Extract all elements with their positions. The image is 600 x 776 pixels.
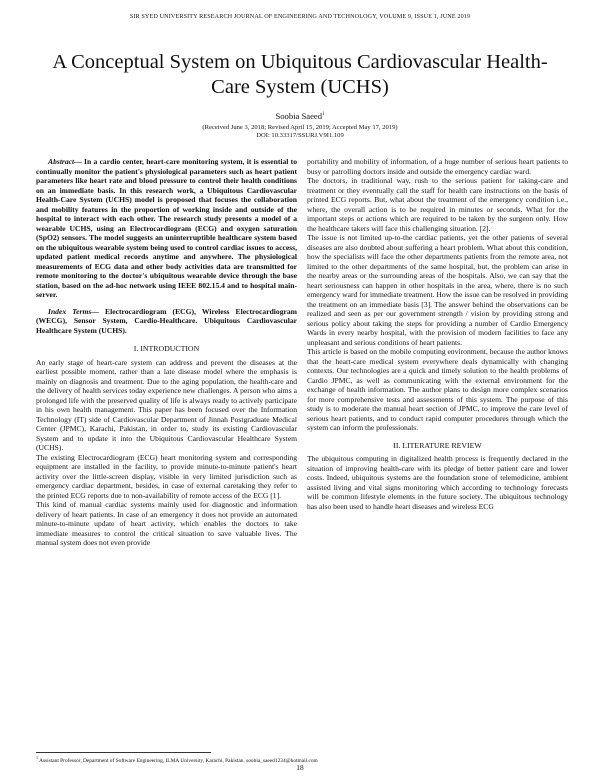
page-number: 18: [296, 763, 304, 772]
paragraph: portability and mobility of information, of a huge number of serious heart patients to busy or patrolling doctors inside and outside the emergency cardiac ward.: [307, 157, 568, 176]
footnote-divider: [36, 752, 211, 753]
index-terms-text: Electrocardiogram (ECG), Wireless Electrocardiogram (WECG), Sensor System, Cardio-Healthcare. Ubiquitous Cardiovascular Healthcare System (UCHS).: [36, 306, 297, 335]
right-column: [307, 157, 568, 511]
abstract-label: Abstract—: [48, 157, 82, 166]
paragraph: This article is based on the mobile computing environment, because the author knows that the heart-care medical system everywhere deals dynamically with changing contexts. Our technologies are a quick and timely solution to the health problems of Cardio JPMC, as well as communicating with the external environment for the exchange of health information. The author plans to design more complex scenarios for more comprehensive tests and assessments of this system. The purpose of this study is to moderate the manual heart section of JPMC, to improve the care level of serious heart patients, and to conduct rapid computer procedures through which the system can inform the professionals.: [307, 347, 568, 432]
index-terms-label: Index Terms—: [48, 306, 99, 316]
abstract: [36, 157, 297, 300]
author-footnote-marker: 1: [322, 112, 325, 118]
index-terms: [36, 307, 297, 336]
footnote-marker: 1: [36, 755, 38, 760]
left-column: [36, 157, 297, 548]
footnote-text: Assistant Professor, Department of Software Engineering, ILMA University, Karachi, Pakistan. soobia_saeed1234@hotmail.com: [39, 757, 318, 764]
paragraph: This kind of manual cardiac systems mainly used for diagnostic and information delivery of heart patients. In case of an emergency it does not provide an automated minute-to-minute update of heart activity, which enables the doctors to take immediate measures to control the critical situation to save valuable lives. The manual system does not even provide: [36, 500, 297, 547]
paper-title: A Conceptual System on Ubiquitous Cardiovascular Health-Care System (UCHS): [52, 51, 548, 98]
paragraph: The ubiquitous computing in digitalized health process is frequently declared in the situation of improving health-care with its pledge of better patient care and lower costs. Indeed, ubiquitous systems are the foundation stone of telemedicine, ambient assisted living and vital signs monitoring which according to technology forecasts will be common lifestyle elements in the future society. The ubiquitous technology has also been used to handle heart diseases and wireless ECG: [307, 454, 568, 511]
received-dates: (Received June 3, 2018; Revised April 15, 2019; Accepted May 17, 2019): [202, 124, 398, 131]
article-meta: [0, 124, 600, 141]
doi: DOI: 10.33317/SSURJ.V9I1.109: [256, 132, 344, 140]
paragraph: The existing Electrocardiogram (ECG) heart monitoring system and corresponding equipment are installed in the facility, to provide minute-to-minute patient's heart activity over the little-screen display, visible in very limited jurisdiction such as emergency cardiac department, besides, in case of external caretaking they refer to the printed ECG reports due to non-availability of remote access of the ECG [1].: [36, 452, 297, 500]
author-name: Soobia Saeed: [275, 111, 323, 121]
section-heading-literature-review: II. LITERATURE REVIEW: [393, 440, 482, 450]
paragraph: The doctors, in traditional way, rush to the serious patient for taking-care and treatment or they eventually call the staff for health care instructions on the basis of printed ECG reports. But, what about the treatment of the emergency condition i.e., where, the overall action is to be required in minutes or seconds. What for the important steps or actions which are required to be taken by the surgeon only. How the healthcare takers will face this challenging situation. [2].: [307, 176, 568, 233]
abstract-text: In a cardio center, heart-care monitoring system, it is essential to continually monitor the patient's physiological parameters such as heart patient parameters like heart rate and blood pressure to control their health conditions on an immediate basis. In this research work, a Ubiquitous Cardiovascular Health-Care System (UCHS) model is proposed that focuses the collaboration and mobility features in the proportion of working inside and outside of the hospital to interact with each other. The research study presents a model of a wearable UCHS, using an Electrocardiogram (ECG) and oxygen saturation (SpO2) sensors. The model suggests an uninterruptible healthcare system based on the ubiquitous wearable system being used to control cardiac issues to access, updated patient medical records anytime and anywhere. The physiological measurements of ECG data and other body activities data are transmitted for remote monitoring to the doctor's ubiquitous wearable device through the base station, based on the ad-hoc network using IEEE 802.15.4 and to hospital main-server.: [36, 157, 297, 299]
paragraph: An early stage of heart-care system can address and prevent the diseases at the earliest possible moment, rather than a late disease model where the emphasis is mainly on diagnosis and treatment. Due to the aging population, the health-care and the delivery of health services today experience new challenges. A person who aims a prolonged life with the preserved quality of life is always ready to actively participate in his own health management. This paper has been focused over the Information Technology (IT) side of Cardiovascular Department of Jinnah Postgraduate Medical Center (JPMC), Karachi, Pakistan, in order to, study its existing Cardiovascular System and to update it into the Ubiquitous Cardiovascular Healthcare System (UCHS).: [36, 357, 297, 452]
running-header: SIR SYED UNIVERSITY RESEARCH JOURNAL OF ENGINEERING AND TECHNOLOGY, VOLUME 9, ISSUE 1, JUNE 2019: [129, 13, 471, 20]
author-line: [0, 111, 600, 121]
section-heading-introduction: I. INTRODUCTION: [133, 344, 200, 353]
paragraph: The issue is not limited up-to-the cardiac patients, yet the other patients of several diseases are also doubted about suffering a heart problem. What about this condition, how the specialists will face the other departments patients from the remote area, not limited to the other departments of the same hospital, but, the problem can arise in the nearby areas or the surrounding areas of the hospitals. Also, we can say that the heart seriousness can happen in other hospitals in the area, where, there is no such emergency ward for immediate treatment. How the issue can be resolved in providing the treatment on an immediate basis [3]. The answer behind the observations can be realized and seen as per our government strength / vision by providing strong and serious policy about taking the steps for providing a number of Cardio Emergency Wards in every nearby hospital, with the provision of modern facilities to face any unpleasant and serious conditions of heart patients.: [307, 233, 568, 347]
